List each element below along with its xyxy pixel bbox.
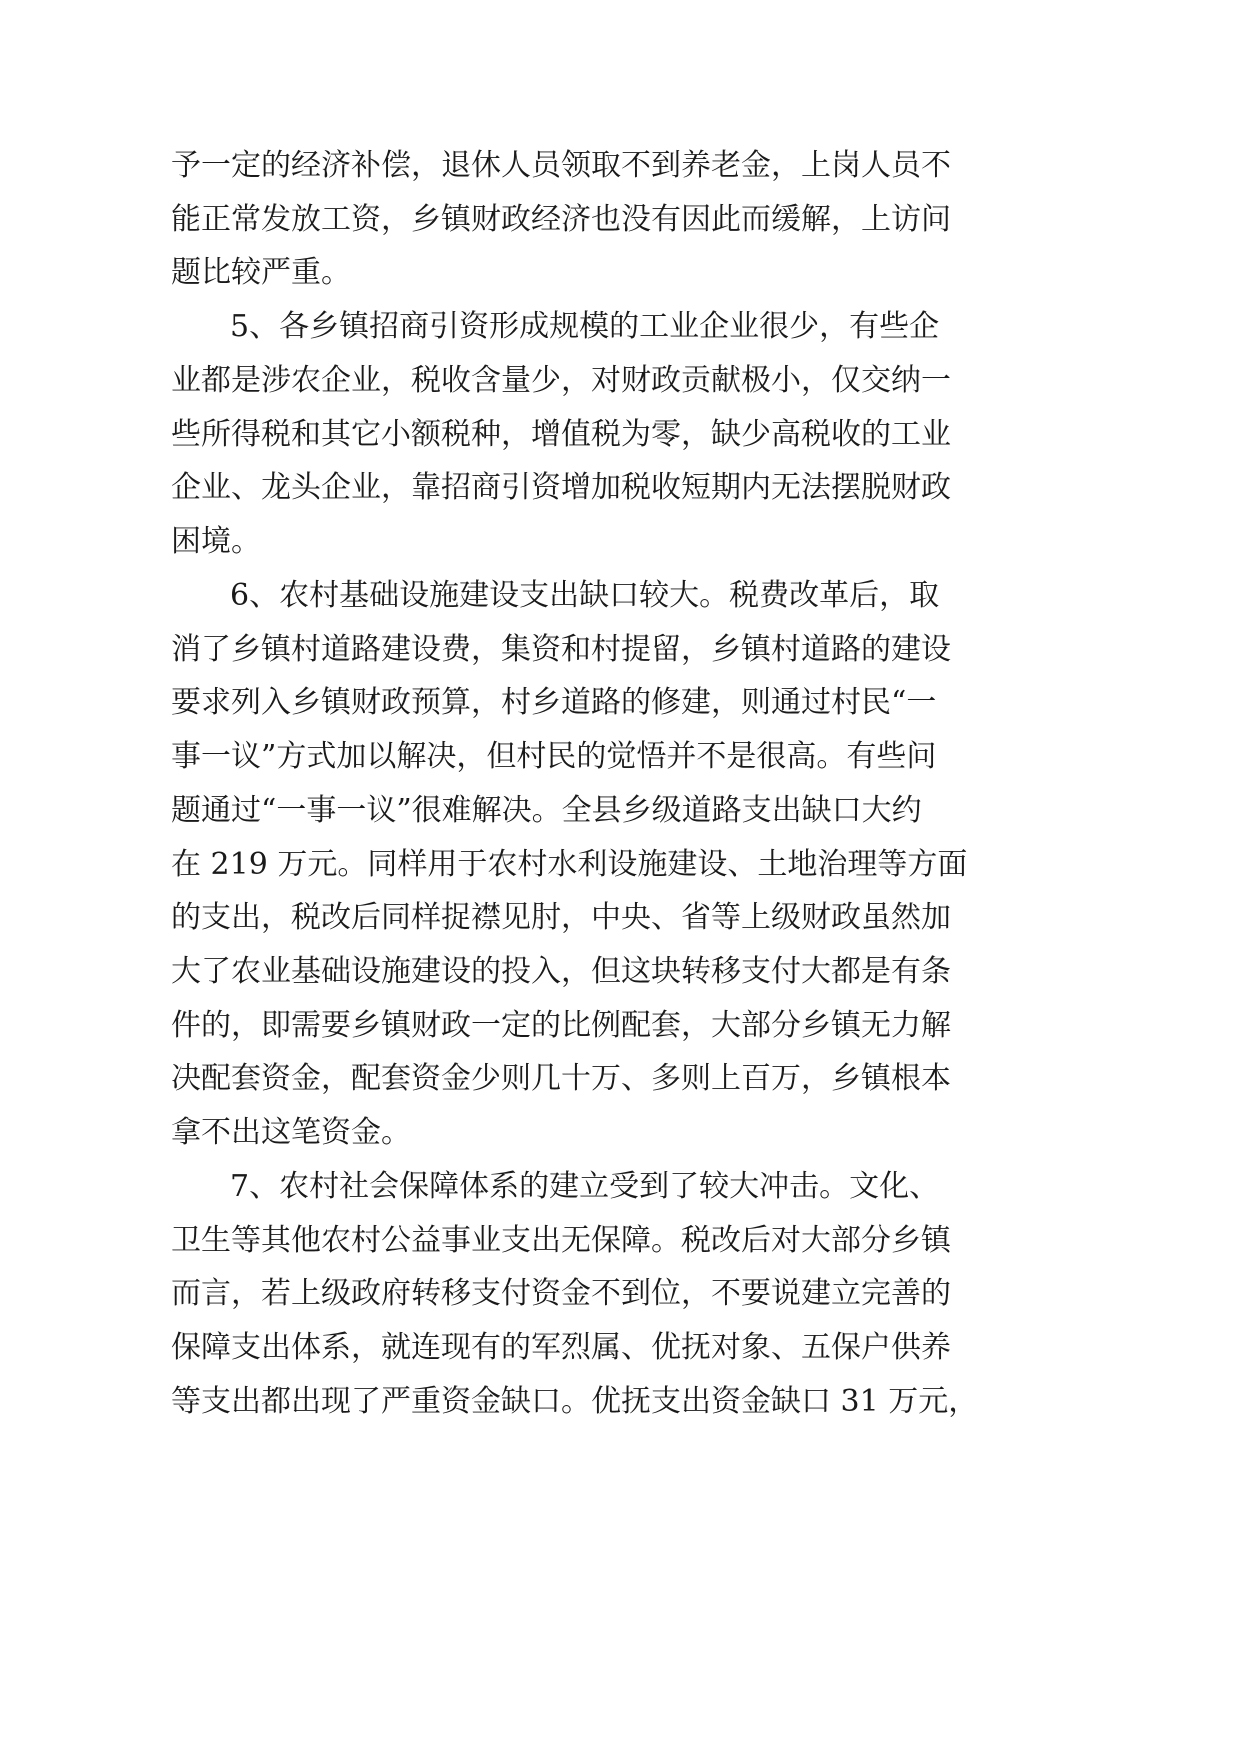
line-text: 在 219 万元。同样用于农村水利设施建设、土地治理等方面 [171,847,968,882]
line-text: 要求列入乡镇财政预算，村乡道路的修建，则通过村民“一 [171,685,937,720]
line-text: 大了农业基础设施建设的投入，但这块转移支付大都是有条 [171,954,951,989]
text-line [0,737,1241,777]
text-line [0,361,1241,401]
line-text: 题通过“一事一议”很难解决。全县乡级道路支出缺口大约 [171,793,922,828]
line-text: 予一定的经济补偿，退休人员领取不到养老金，上岗人员不 [171,148,951,183]
text-line [0,200,1241,240]
text-line [0,845,1241,885]
line-text: 困境。 [171,524,261,559]
line-text: 些所得税和其它小额税种，增值税为零，缺少高税收的工业 [171,417,951,452]
text-line [0,307,1241,347]
text-line [0,1328,1241,1368]
line-text: 消了乡镇村道路建设费，集资和村提留，乡镇村道路的建设 [171,632,951,667]
text-line [0,1113,1241,1153]
text-line [0,630,1241,670]
text-line [0,791,1241,831]
text-line [0,146,1241,186]
line-text: 决配套资金，配套资金少则几十万、多则上百万，乡镇根本 [171,1061,951,1096]
text-line [0,1167,1241,1207]
line-text: 拿不出这笔资金。 [171,1115,411,1150]
text-line [0,1006,1241,1046]
text-line [0,1059,1241,1099]
line-text: 的支出，税改后同样捉襟见肘，中央、省等上级财政虽然加 [171,900,951,935]
text-line [0,1221,1241,1261]
text-line [0,253,1241,293]
line-text: 能正常发放工资，乡镇财政经济也没有因此而缓解，上访问 [171,202,951,237]
text-line [0,468,1241,508]
line-text: 而言，若上级政府转移支付资金不到位，不要说建立完善的 [171,1276,951,1311]
text-line [0,1382,1241,1422]
line-text: 等支出都出现了严重资金缺口。优抚支出资金缺口 31 万元， [171,1384,979,1419]
line-text: 5、各乡镇招商引资形成规模的工业企业很少，有些企 [230,309,940,344]
text-line [0,898,1241,938]
text-line [0,522,1241,562]
text-line [0,952,1241,992]
line-text: 业都是涉农企业，税收含量少，对财政贡献极小，仅交纳一 [171,363,951,398]
line-text: 保障支出体系，就连现有的军烈属、优抚对象、五保户供养 [171,1330,951,1365]
text-line [0,1274,1241,1314]
line-text: 题比较严重。 [171,255,351,290]
line-text: 7、农村社会保障体系的建立受到了较大冲击。文化、 [230,1169,940,1204]
text-line [0,576,1241,616]
line-text: 6、农村基础设施建设支出缺口较大。税费改革后，取 [230,578,940,613]
line-text: 企业、龙头企业，靠招商引资增加税收短期内无法摆脱财政 [171,470,951,505]
line-text: 件的，即需要乡镇财政一定的比例配套，大部分乡镇无力解 [171,1008,951,1043]
line-text: 卫生等其他农村公益事业支出无保障。税改后对大部分乡镇 [171,1223,951,1258]
text-line [0,683,1241,723]
text-line [0,415,1241,455]
line-text: 事一议”方式加以解决，但村民的觉悟并不是很高。有些问 [171,739,937,774]
